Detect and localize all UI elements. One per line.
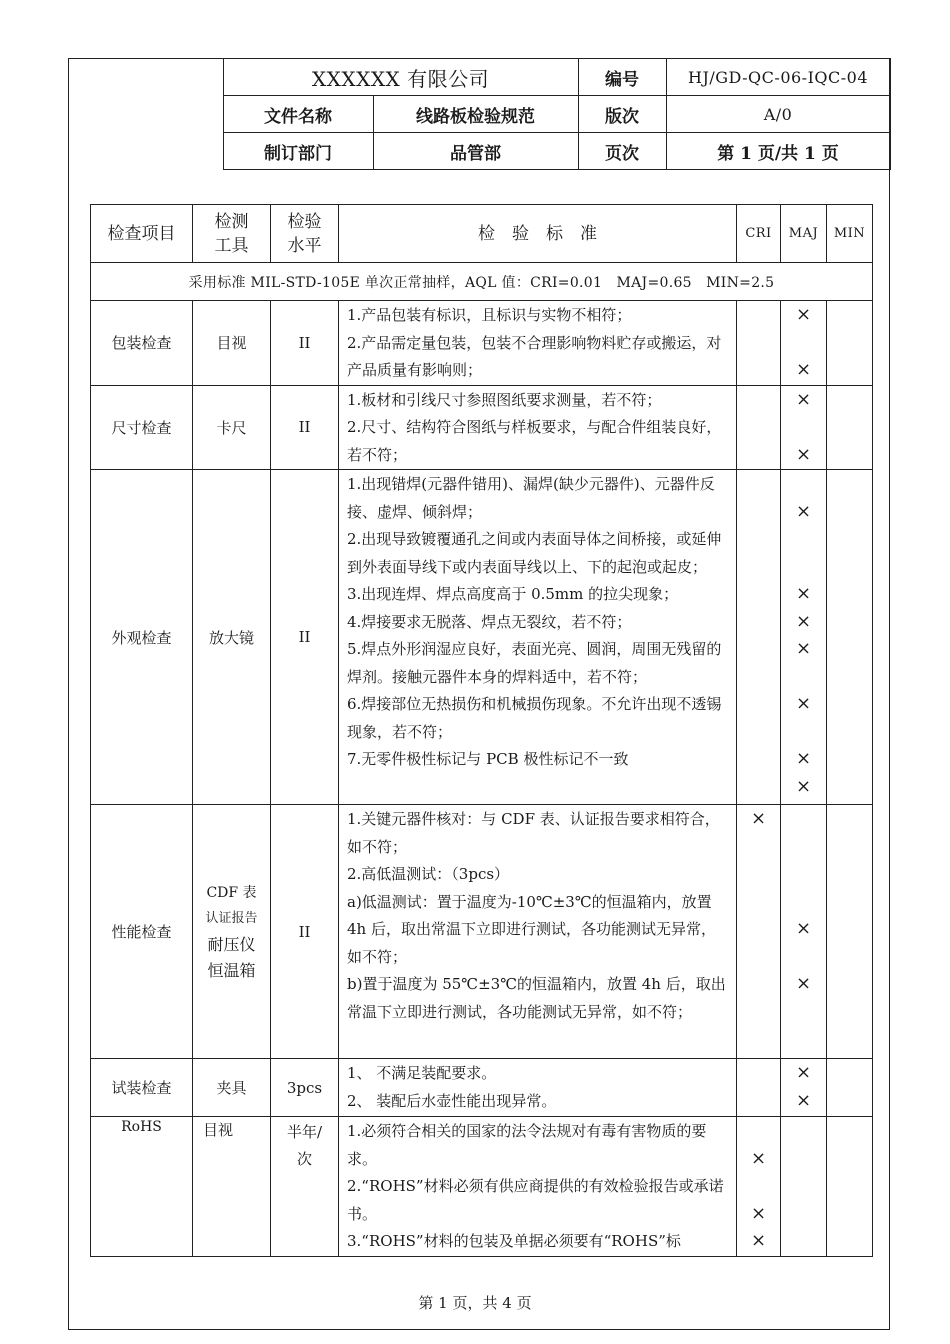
row-tool: 目视 (193, 1117, 271, 1257)
tool-line: 恒温箱 (207, 960, 256, 980)
row-min-mark (827, 1117, 873, 1257)
row-min-mark (827, 470, 873, 805)
dept-label: 制订部门 (223, 133, 373, 170)
row-tool: 目视 (193, 301, 271, 386)
row-min-mark (827, 1059, 873, 1117)
row-maj-mark: × × × × × × × (781, 470, 827, 805)
row-item: 包装检查 (91, 301, 193, 386)
row-standard: 1.必须符合相关的国家的法令法规对有毒有害物质的要求。 2.“ROHS”材料必须有供应商提供的有效检验报告或承诺书。 3.“ROHS”材料的包装及单据必须要有“ROHS”标 (339, 1117, 737, 1257)
row-maj-mark: × × (781, 385, 827, 470)
table-row (91, 301, 873, 386)
row-cri-mark: × (737, 805, 781, 1059)
row-min-mark (827, 301, 873, 386)
tool-line: 耐压仪 (207, 934, 256, 954)
doc-name-value: 线路板检验规范 (373, 96, 578, 133)
row-min-mark (827, 805, 873, 1059)
version-value: A/0 (666, 96, 890, 133)
col-tool: 检测 工具 (193, 205, 271, 263)
row-item: RoHS (91, 1117, 193, 1257)
row-tool: 卡尺 (193, 385, 271, 470)
row-min-mark (827, 385, 873, 470)
col-standard: 检 验 标 准 (339, 205, 737, 263)
row-standard: 1.关键元器件核对：与 CDF 表、认证报告要求相符合，如不符； 2.高低温测试：（3pcs） a)低温测试：置于温度为-10℃±3℃的恒温箱内，放置 4h 后，取出常温下立即进行测试，各功能测试无异常，如不符； b)置于温度为 55℃±3℃的恒温箱内，放置 4h 后，取出常温下立即进行测试，各功能测试无异常，如不符； (339, 805, 737, 1059)
page-label: 页次 (578, 133, 666, 170)
company-name: XXXXXX 有限公司 (223, 59, 578, 96)
table-row (91, 1117, 873, 1257)
tool-line: CDF 表 (206, 884, 257, 901)
row-maj-mark: × × (781, 1059, 827, 1117)
row-standard: 1、 不满足装配要求。 2、 装配后水壶性能出现异常。 (339, 1059, 737, 1117)
page-footer: 第 1 页，共 4 页 (418, 1294, 532, 1312)
code-value: HJ/GD-QC-06-IQC-04 (666, 59, 890, 96)
row-level: 3pcs (271, 1059, 339, 1117)
logo-area (68, 59, 223, 170)
tool-line: 认证报告 (205, 910, 258, 926)
row-level: II (271, 301, 339, 386)
col-maj: MAJ (781, 205, 827, 263)
document-header (68, 58, 891, 170)
col-level: 检验 水平 (271, 205, 339, 263)
col-cri: CRI (737, 205, 781, 263)
row-standard: 1.板材和引线尺寸参照图纸要求测量，若不符； 2.尺寸、结构符合图纸与样板要求，与配合件组装良好，若不符； (339, 385, 737, 470)
row-standard: 1.出现错焊(元器件错用)、漏焊(缺少元器件)、元器件反接、虚焊、倾斜焊； 2.出现导致镀覆通孔之间或内表面导体之间桥接，或延伸到外表面导线下或内表面导线以上、下的起泡或起皮； 3.出现连焊、焊点高度高于 0.5mm 的拉尖现象； 4.焊接要求无脱落、焊点无裂纹，若不符； 5.焊点外形润湿应良好，表面光亮、圆润，周围无残留的焊剂。接触元器件本身的焊料适中，若不符； 6.焊接部位无热损伤和机械损伤现象。不允许出现不透锡现象，若不符； 7.无零件极性标记与 PCB 极性标记不一致 (339, 470, 737, 805)
row-maj-mark: × × (781, 805, 827, 1059)
row-level: II (271, 470, 339, 805)
row-maj-mark (781, 1117, 827, 1257)
row-cri-mark (737, 470, 781, 805)
table-row (91, 470, 873, 805)
doc-name-label: 文件名称 (223, 96, 373, 133)
code-label: 编号 (578, 59, 666, 96)
table-row (91, 385, 873, 470)
row-cri-mark (737, 1059, 781, 1117)
row-item: 尺寸检查 (91, 385, 193, 470)
row-item: 试装检查 (91, 1059, 193, 1117)
row-level: II (271, 385, 339, 470)
row-tool: 夹具 (193, 1059, 271, 1117)
page-value: 第 1 页/共 1 页 (666, 133, 890, 170)
row-tool: 放大镜 (193, 470, 271, 805)
table-row (91, 805, 873, 1059)
inspection-table (90, 204, 873, 1257)
dept-value: 品管部 (373, 133, 578, 170)
row-item: 性能检查 (91, 805, 193, 1059)
row-level: 半年/ 次 (271, 1117, 339, 1257)
table-row (91, 1059, 873, 1117)
row-cri-mark (737, 385, 781, 470)
row-item: 外观检查 (91, 470, 193, 805)
row-standard: 1.产品包装有标识，且标识与实物不相符； 2.产品需定量包装，包装不合理影响物料贮存或搬运，对产品质量有影响则； (339, 301, 737, 386)
col-min: MIN (827, 205, 873, 263)
aql-row: 采用标准 MIL-STD-105E 单次正常抽样，AQL 值：CRI=0.01 MAJ=0.65 MIN=2.5 (91, 263, 873, 301)
row-cri-mark: × × × (737, 1117, 781, 1257)
row-maj-mark: × × (781, 301, 827, 386)
row-level: II (271, 805, 339, 1059)
version-label: 版次 (578, 96, 666, 133)
row-cri-mark (737, 301, 781, 386)
row-tool (193, 805, 271, 1059)
col-item: 检查项目 (91, 205, 193, 263)
table-header-row (91, 205, 873, 263)
